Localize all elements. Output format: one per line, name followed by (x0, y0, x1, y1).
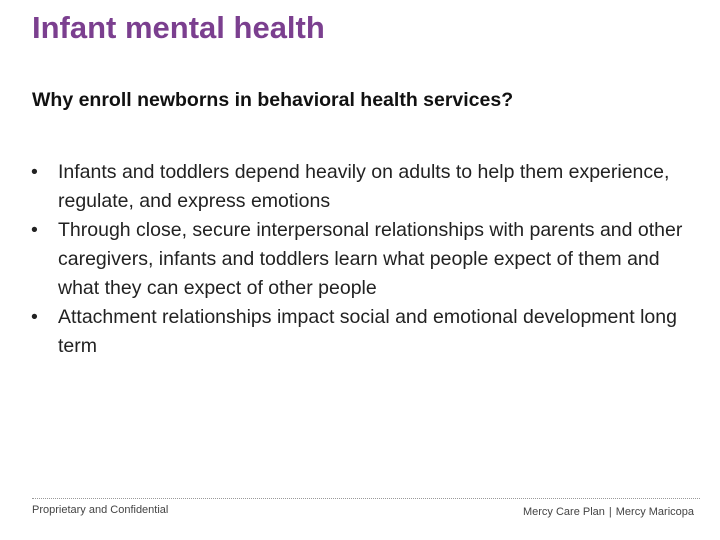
brand-mercy-care-plan: Mercy Care Plan (522, 506, 605, 518)
bullet-marker: • (31, 306, 38, 328)
bullet-item (31, 158, 691, 216)
bullet-item (31, 303, 691, 361)
slide-subtitle: Why enroll newborns in behavioral health services? (32, 89, 514, 111)
bullet-text: Attachment relationships impact social and emotional development long term (58, 306, 677, 357)
slide-title: Infant mental health (32, 10, 325, 45)
bullet-list (31, 158, 691, 361)
confidential-notice: Proprietary and Confidential (32, 504, 169, 516)
footer-brand (523, 506, 694, 518)
bullet-text: Infants and toddlers depend heavily on adults to help them experience, regulate, and express emotions (58, 161, 670, 212)
footer-divider (32, 498, 700, 499)
bullet-item (31, 216, 691, 303)
bullet-text: Through close, secure interpersonal relationships with parents and other caregivers, infants and toddlers learn what people expect of them and what they can expect of other people (58, 219, 683, 299)
bullet-marker: • (31, 219, 38, 241)
brand-separator: | (608, 506, 612, 518)
bullet-marker: • (31, 161, 38, 183)
brand-mercy-maricopa: Mercy Maricopa (615, 506, 694, 518)
